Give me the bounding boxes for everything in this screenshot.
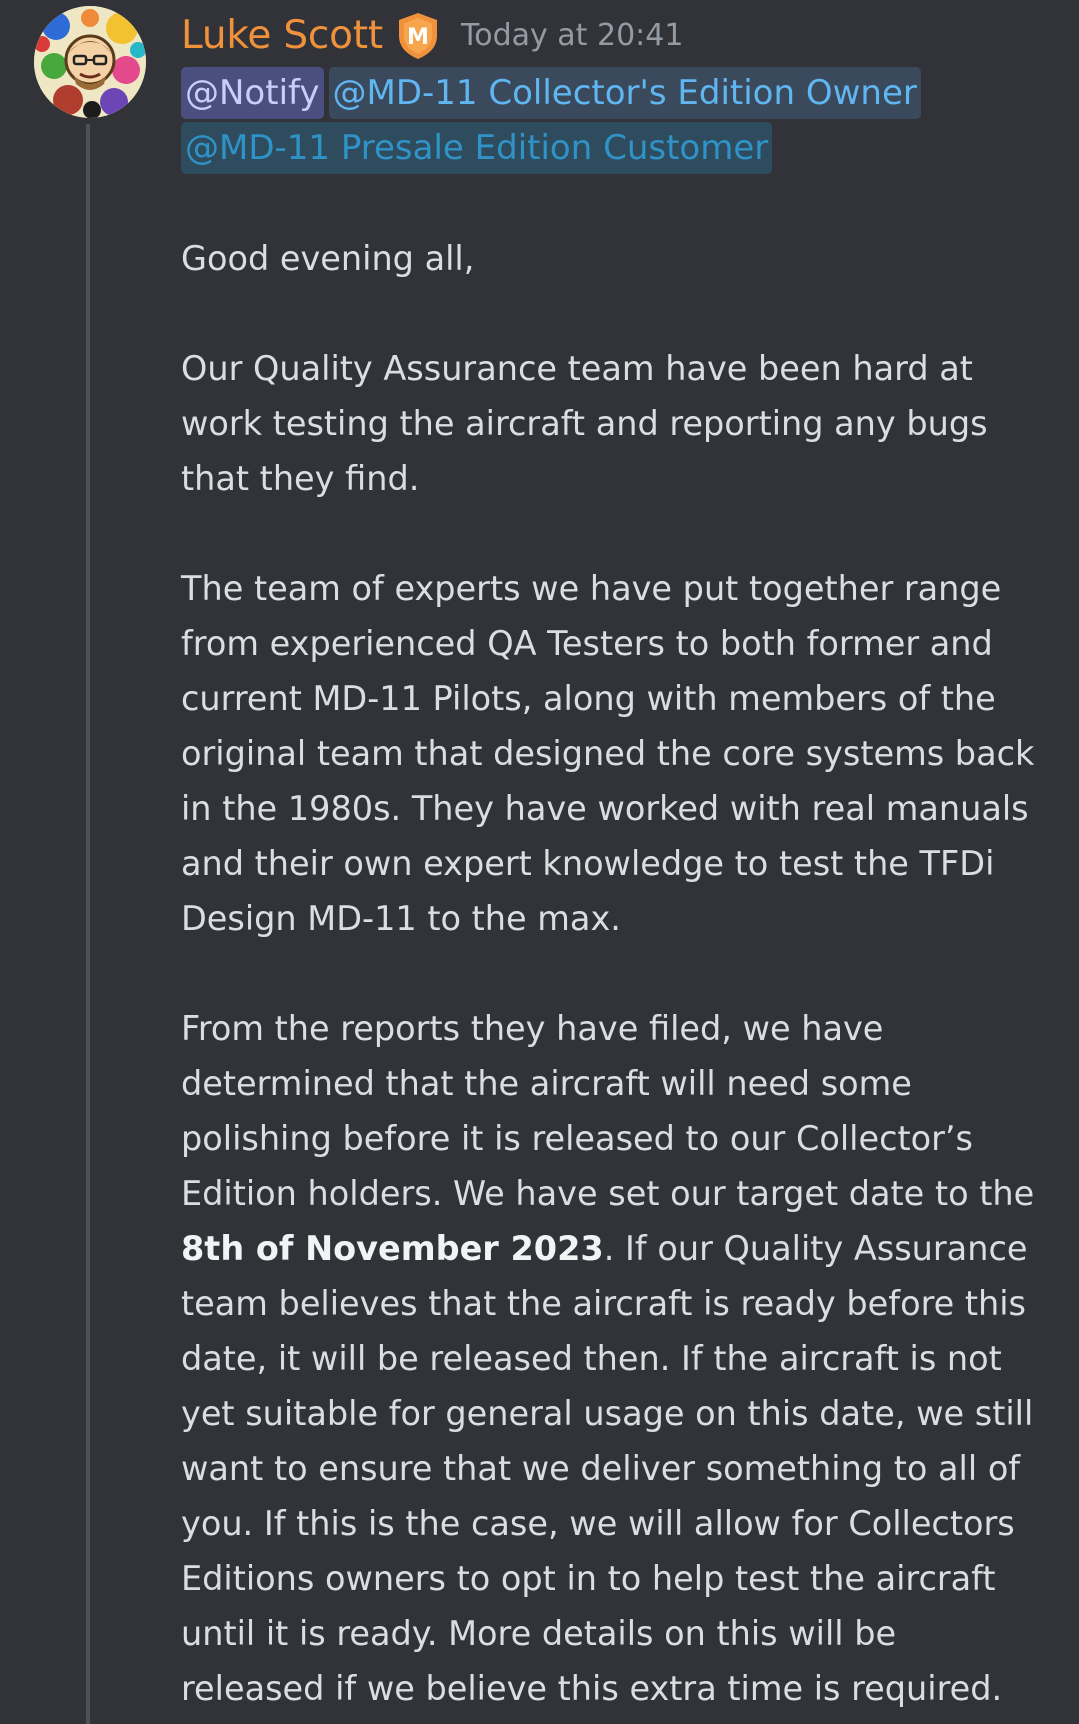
- author-username[interactable]: Luke Scott: [181, 13, 383, 58]
- user-avatar[interactable]: [34, 6, 146, 118]
- target-date: 8th of November 2023: [181, 1229, 604, 1268]
- release-date-paragraph: [181, 1001, 1041, 1716]
- moderator-badge-icon[interactable]: [397, 12, 439, 60]
- experts-paragraph: The team of experts we have put together range from experienced QA Testers to both former and current MD-11 Pilots, along with members of the original team that designed the core systems back in the 1980s. They have worked with real manuals and their own expert knowledge to test the TFDi Design MD-11 to the max.: [181, 569, 1035, 938]
- greeting-paragraph: Good evening all,: [181, 239, 475, 278]
- release-text-end: . If our Quality Assurance team believes that the aircraft is ready before this date, it will be released then. If the aircraft is not yet suitable for general usage on this date, we still want to ensure that we deliver something to all of you. If this is the case, we will allow for Collectors Editions owners to opt in to help test the aircraft until it is ready. More details on this will be released if we believe this extra time is required.: [181, 1229, 1034, 1708]
- message-container: [181, 8, 1041, 1716]
- release-text-start: From the reports they have filed, we have determined that the aircraft will need some polishing before it is released to our Collector’s Edition holders. We have set our target date to the: [181, 1009, 1035, 1213]
- message-timestamp[interactable]: Today at 20:41: [461, 18, 684, 53]
- mention-notify-role[interactable]: @Notify: [181, 67, 324, 119]
- mention-collector-role[interactable]: @MD-11 Collector's Edition Owner: [329, 67, 921, 119]
- message-header: [181, 8, 1041, 64]
- mentions-line: [181, 66, 1041, 176]
- reply-thread-line: [86, 124, 90, 1724]
- badge-letter: M: [407, 25, 429, 50]
- mention-presale-role[interactable]: @MD-11 Presale Edition Customer: [181, 122, 772, 174]
- message-body: [181, 231, 1041, 1716]
- qa-team-paragraph: Our Quality Assurance team have been hard at work testing the aircraft and reporting any bugs that they find.: [181, 349, 988, 498]
